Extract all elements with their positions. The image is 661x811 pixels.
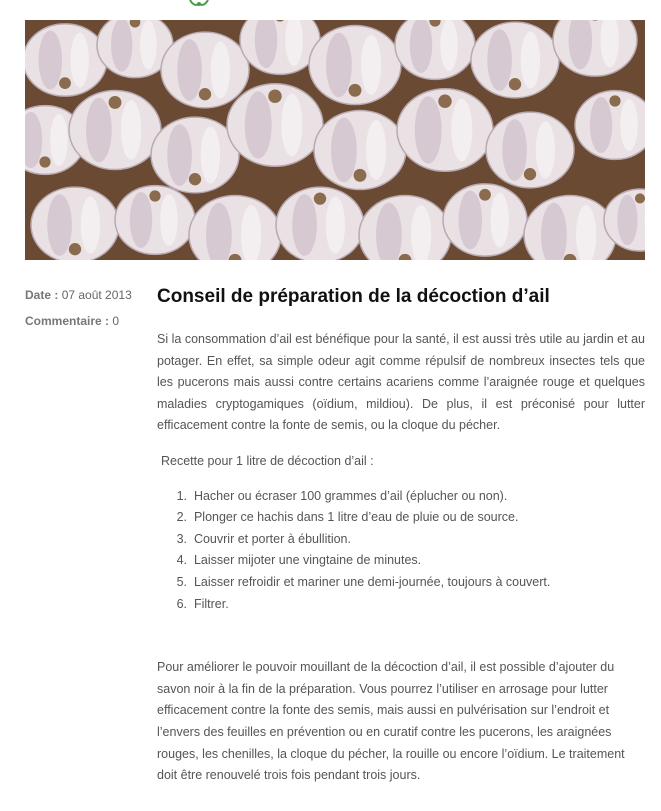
garlic-bulb: [575, 91, 645, 160]
post-comments[interactable]: [25, 314, 145, 340]
step-text: Laisser mijoter une vingtaine de minutes.: [193, 553, 422, 568]
article: [157, 284, 645, 787]
garlic-bulb: [395, 20, 475, 79]
garlic-bulb: [115, 186, 195, 255]
comments-label: Commentaire :: [25, 314, 110, 328]
step-text: Laisser refroidir et mariner une demi-journée, toujours à couvert.: [193, 574, 551, 589]
list-item: [157, 507, 645, 529]
garlic-bulb: [227, 84, 323, 167]
date-value: 07 août 2013: [61, 288, 132, 302]
step-text: Filtrer.: [193, 596, 229, 611]
post-meta: [25, 288, 145, 340]
garlic-bulbs-photo: [25, 20, 645, 260]
garlic-bulb: [31, 187, 119, 260]
step-text: Hacher ou écraser 100 grammes d’ail (éplucher ou non).: [193, 488, 508, 503]
garlic-bulb: [309, 25, 401, 104]
step-number: 2.: [176, 510, 187, 525]
garlic-bulb: [314, 110, 406, 189]
recipe-heading: Recette pour 1 litre de décoction d’ail :: [161, 453, 374, 468]
list-item: [157, 594, 645, 616]
article-intro: Si la consommation d’ail est bénéfique pour la santé, il est aussi très utile au jardin et au potager. En effet, sa simple odeur agit comme répulsif de nombreux insectes tels que les pucerons mais aussi contre certains acariens comme l’araignée rouge et quelques maladies cryptogamiques (oïdium, mildiou). De plus, il est préconisé pour lutter efficacement contre la fonte de semis, ou la cloque du pécher.: [157, 332, 645, 433]
article-title: Conseil de préparation de la décoction d’ail: [157, 286, 550, 307]
list-item: [157, 550, 645, 572]
date-label: Date :: [25, 288, 59, 302]
garlic-bulb: [25, 24, 107, 96]
garlic-bulb: [486, 112, 574, 188]
leaf-sprig-icon: [186, 0, 212, 8]
step-text: Plonger ce hachis dans 1 litre d’eau de pluie ou de source.: [193, 510, 519, 525]
garlic-bulb: [151, 117, 239, 193]
step-number: 1.: [176, 488, 187, 503]
garlic-bulb: [471, 22, 559, 98]
post-date: [25, 288, 145, 314]
garlic-bulb: [276, 187, 364, 260]
list-item: [157, 529, 645, 551]
step-number: 3.: [176, 531, 187, 546]
step-number: 5.: [176, 574, 187, 589]
step-number: 4.: [176, 553, 187, 568]
list-item: [157, 486, 645, 508]
step-text: Couvrir et porter à ébullition.: [193, 531, 351, 546]
garlic-bulb: [69, 90, 161, 169]
list-item: [157, 572, 645, 594]
garlic-bulb: [397, 89, 493, 172]
recipe-steps: [157, 486, 645, 616]
comments-count[interactable]: 0: [112, 314, 120, 328]
garlic-bulb: [161, 32, 249, 108]
hero-image: [25, 20, 645, 260]
garlic-bulb: [443, 184, 527, 256]
step-number: 6.: [176, 596, 187, 611]
article-closing: Pour améliorer le pouvoir mouillant de la décoction d’ail, il est possible d’ajouter du savon noir à la fin de la préparation. Vous pourrez l’utiliser en arrosage pour lutter efficacement contre la fonte des semis, mais aussi en pulvérisation sur l’endroit et l’envers des feuilles en prévention ou en curatif contre les pucerons, les araignées rouges, les chenilles, la cloque du pécher, la rouille ou encore l’oïdium. Le traitement doit être renouvelé trois fois pendant trois jours.: [157, 660, 625, 783]
